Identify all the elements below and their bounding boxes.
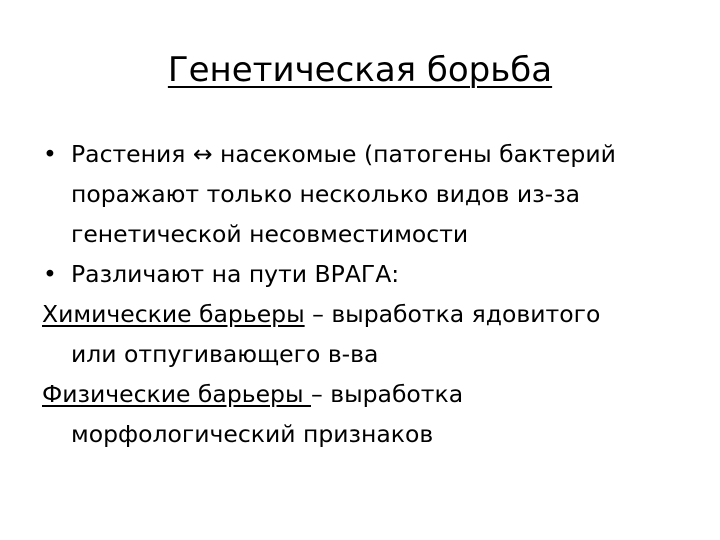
definition-continuation: или отпугивающего в-ва bbox=[71, 340, 379, 368]
bullet-line: генетической несовместимости bbox=[71, 220, 469, 248]
definition-first-line bbox=[42, 374, 463, 414]
definition-item bbox=[0, 374, 683, 454]
bullet-marker: • bbox=[43, 140, 57, 168]
definition-text: – выработка bbox=[311, 380, 464, 408]
bullet-item bbox=[0, 254, 683, 294]
slide-title bbox=[0, 46, 720, 94]
slide-title-text: Генетическая борьба bbox=[167, 50, 553, 90]
definition-term: Физические барьеры bbox=[42, 380, 311, 408]
bullet-line: Растения ↔ насекомые (патогены бактерий bbox=[71, 140, 616, 168]
definition-text: – выработка ядовитого bbox=[304, 300, 601, 328]
definition-term: Химические барьеры bbox=[42, 300, 305, 328]
definition-item bbox=[0, 294, 683, 374]
definition-continuation: морфологический признаков bbox=[71, 420, 434, 448]
bullet-line: поражают только несколько видов из-за bbox=[71, 180, 580, 208]
slide-body bbox=[0, 134, 720, 454]
bullet-item bbox=[0, 134, 683, 254]
definition-first-line bbox=[42, 294, 600, 334]
bullet-line: Различают на пути ВРАГА: bbox=[71, 260, 400, 288]
bullet-marker: • bbox=[43, 260, 57, 288]
